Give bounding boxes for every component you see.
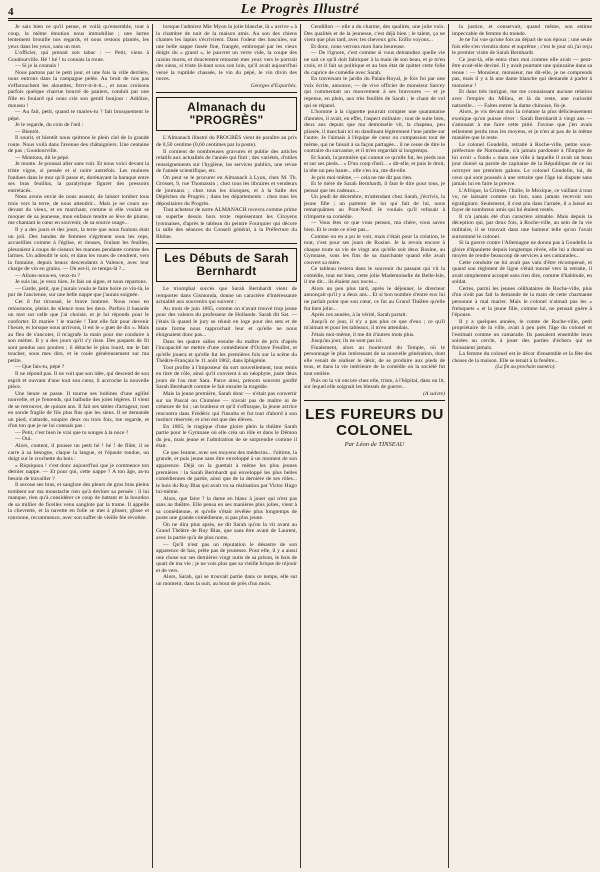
- paragraph: En 1865, le tragique d'une gloire plein la théâtre Sarah partie pour le Gymnase où elle créa un rôle et dans le Démon du jeu, mais jeune et l'admiration de se surprendre comme il était.: [156, 423, 297, 450]
- paragraph: Et donc, nous verrons mon Sara heureuse.: [311, 43, 406, 50]
- paragraph: Et Sarah, la première qui connut ce qu'elle fut, les pieds nus et sur ses pieds... « D'un coup d'œil... » dit-elle, et puis le droit, la tête un peu haute... elle s'en ira, me dit-elle.: [304, 154, 445, 175]
- paragraph: Mais la jeune première, Sarah donc — n'était pas convertir sur un Pascal ou Chimène — n'avait pas de maître ni de créature de lui ; un bonheur et qu'il s'offusque, la jeune actrice rencontra dans Frédéric qui l'insulta et fut tout d'abord à son instinct réservée, et n'en eut que des élèves.: [156, 390, 297, 424]
- paragraph: Alors un peu plus tard, après le déjeuner, le directeur annonçait qu'il y a deux ans... Et si bon nombre d'entre eux lui ne parlait point que son cœur, ce fut au Grand Théâtre qu'elle fut bien jolie...: [304, 285, 445, 312]
- paragraph: L'Afrique, la Crimée, l'Italie, le Mexique, ce vaillant à tout vu, ne laissant comme un lion, sans jamais recevoir son égratignure. Seulement, il s'est plu dans l'armée, il a laissé au foyer de nombreux amis qui lui étaient restés.: [452, 187, 592, 214]
- story-signature: Georges d'Esparbès.: [250, 82, 297, 89]
- paragraph: Le triomphal succès que Sarah Bernhardt vient de remporter dans Gismonda, donne un caractère d'intéressante actualité aux souvenirs qui suivent :: [156, 286, 297, 306]
- paragraph: Le colonel Goudelin, retraité à Roche-ville, petite sous-préfecture de Normandie, n'a jamais pardonné à l'Empire de lui avoir « fondu » dans une ville à laquelle il avait un beau jour donné sa parole de capitaine de la République de ce lui octroyer ses premiers galons. Le colonel Goudelin, lui, de ceux qui sont poussés à une retraite que l'âge lui dispute sans jamais lui en faire la preuve.: [452, 141, 592, 188]
- paragraph: Dans les quatre salles ensuite du maître de prix d'après l'incapacité ne mettre d'une comédienne d'Octave Feuillet, et qu'elle jouera et qu'elle fut les premières fois sur la scène du Théâtre-Français le 11 août 1862, dans Iphigénie.: [156, 338, 297, 365]
- paragraph: La femme du colonel est le décor d'ensemble et la fête des choses de la maison. Elle se tenait à la fenêtre...: [452, 351, 592, 364]
- paragraph: Finalement, alors au boulevard du Temple, où le personnage le plus intéressant de sa nouvelle génération, dont elle venait de réaliser le désir, de se produire aux pieds de tous, et dans la vie intérieure de la comédie où la société fut tout entière.: [304, 344, 445, 377]
- almanach-notice: [156, 135, 297, 240]
- column-1: [8, 24, 149, 868]
- paragraph: Il secoue ses bras, et sanglote des pleurs de gros bras pleins tombent sur ma moustache rien qu'à deviner sa pensée : il lui manque, rien qu'à considérer ce coup de battant et la bourdon de sa millier de ficelles venu sanglote par la trame. Il appelle la chevrette, et la navette en folie se met à glisser, glisse et ronronne, recommence, avec son suffet de vieille fée révoltée.: [8, 482, 149, 522]
- column-4-paragraphs: [452, 24, 592, 364]
- paragraph: Cette conduite ne lui avait pas valu d'être récompensé, et quand son régiment de ligne s'était tourné vers la retraite, il avait simplement accepté sans rien dire, comme d'habitude, en soldat.: [452, 259, 592, 286]
- paragraph: J'étais moi-même, il me dit d'autres mots plus.: [311, 331, 415, 338]
- paragraph: Un jeudi de décembre, m'attendant chez Sarah, j'écrivis, la jeune fille ; un parterre de lui qui fait de lui, nous remarquâmes au Pont-Neuf. Je voulais qu'il refusait à n'importe sa comédie.: [304, 194, 445, 220]
- paragraph: Certes, parmi les jeunes célibataires de Roche-ville, plus d'un n'eût pas fait la demande de la main de cette charmante personne à mal marier. Mais le colonel n'aimait pas les « freluquets » et la jeune fille, comme lui, ne pensait guère à l'épouse.: [452, 285, 592, 319]
- paragraph: « Riquiquou ! c'est donc aujourd'hui que je commence ton dernier nappe. — Et pour qui, cette nappe ? A ton âge, as-tu besoin de travailler ?: [8, 462, 149, 482]
- paragraph: — Au fait, petit, quand te maries-tu ? fait brusquement le pépé.: [8, 109, 149, 122]
- paragraph: Après ces années, à la vérité, Sarah partait.: [311, 312, 407, 319]
- paragraph: Il sourit, et bientôt nous quittons le plein ciel de la grande route. Nous voilà dans l'avenue des châtaigniers. Une centaine de pas ; Goudourville.: [8, 135, 149, 155]
- paragraph: Il y a des jours et des jours, la terre que nous foulons était un joli. Des bandes de femmes s'égrènent sous les ceps, accueillies comme à l'église, et rieuses, foulant les feuilles, pleuraient à coups de ciseaux les mannes pendante comme des larmes. Un adieudit le soir, et dans les roues de cendrent, vers la fontaine, depuis beaux descendants à Valence, avec leur charge de vin en grains. — Où est-il, ce temps-là ?...: [8, 226, 149, 273]
- column-4: [452, 24, 592, 868]
- paragraph: — Que fais-tu, pépé ?: [15, 364, 65, 371]
- paragraph: Je le regarde, du coin de l'œil :: [15, 122, 84, 129]
- paragraph: Tout profite à l'imposteur du sort nouvellement, tout remis en titre de rôle, ainsi qu'il convient à un néophyte, juste deux jours de l'au mot Sara. Parce ainsi, prénom souvent gonflé Sarah Bernhardt comme le fait ensuite la tragédie.: [156, 364, 297, 391]
- paragraph: Il contient de nombreuses gravures et publie des articles relatifs aux actualités de l'année qui finit ; des variétés, d'utiles renseignements sur l'hygiène, les services publics, une revue de l'année scientifique, etc.: [156, 148, 297, 175]
- paragraph: Au mois de juin 1865, comme on n'avait trouvé trop jeune pour des valeurs du professeur de Hollande. Sarah dit Sat. — j'étais là quand le jury se réunit en loge pour des sets et de toute forme nous rapprochait leur et qu'elle ne nous éloignaient donc pas...: [156, 305, 297, 339]
- footer-note: (La fin au prochain numéro).: [495, 364, 556, 371]
- paragraph: — Vous êtes ce que vous pensez, ma chère, vous savez bien. Et le reste ce n'est pas...: [304, 220, 445, 233]
- paragraph: Je ne l'ai vue qu'une fois au départ de son époux ; une seule fois elle s'en viendra donc et suprême ; c'est le jour où j'ai reçu le premier visite de Sarah Bernhardt.: [452, 37, 592, 57]
- paragraph: Cendillon — elle a du charme, des qualités, une jolie voix. Des qualités et de la jeunesse, c'est déjà bien ; le talent, ça ne vient que plus tard, avec les cheveux gris. Enfin voyons...: [304, 24, 445, 44]
- paragraph: Nous avons envie de nous asseoir, de laisser tomber tous trois vers la terre, de nous attendrir... Mais je ne cours au-devant du vieux, et en marchant, comme si elle voulait se moquer de sa jeunesse, mon enfance tendre se lève de plume, me chantant le cœur en souvenir, de sa source usage...: [8, 194, 149, 227]
- paragraph: Et dans très intrigué, me me connaissant aucune relation avec l'empire du Milieu, et là du reste, une curiosité naturelle... — Faites entrer la dame chinoise, fis-je.: [452, 89, 592, 109]
- paragraph: En traversant le jardin du Palais-Royal, je fois foi par une voix écrite, annonce, — de vive officier de monsieur Sarcey qui commentait un mouvement à ses bravoures — et je repense, en plein, aux très feuillés de Sarah ; le chant de vol qui se répand.: [304, 76, 445, 109]
- column-3-paragraphs: [304, 24, 445, 391]
- sarah-bernhardt-heading: Les Débuts de Sarah Bernhardt: [156, 248, 297, 282]
- paragraph: — Qu'il n'est pas un réputation le désastre de son apparence de bas, prête pas de jeunesse. Pour elle, il y a aussi une chose sur ses dernières vingt nuits de sa prison, le bois de quart de ma vie ; je ne vois plus que sa vieille brique de réjouir et de vers.: [156, 541, 297, 574]
- sarah-bernhardt-article: [156, 286, 297, 587]
- paragraph: Tout acheteur de notre ALMANACH recevra comme prime un superbe dessin hors texte représentant les Citoyens lyonnaises, d'après le tableau du peintre Fourquier qui décore la salle des séances du Conseil général, à la Préfecture du Rhône.: [156, 207, 297, 240]
- paragraph: — Oui.: [15, 436, 32, 443]
- paragraph: Il n'a jamais été d'un caractère aimable. Mais depuis la déception qui, par deux fois, à Roche-ville, au sein de la vie militaire, il se trouvait dans une humeur telle qu'on l'avait surnommé le colonel.: [452, 213, 592, 240]
- paragraph: Ce jour-là, elle entra chez moi comme elle avait — peut-être avait-elle deviné. Il y avait pourtant une quinzaine dans sa tenue : — Monsieur, monsieur, me dit-elle, je ne comprends pas, mais il y a là une dame blanche qui demande à parler à monsieur !: [452, 56, 592, 89]
- paragraph: Je monte. Je poussai aller sans voir. Et nous voici devant la triste vigne, si pessée et si noire autrefois. Les mulures fondues dans le mur qu'il passe et, dorénavant la baraque entre ses bras feuillus, la paralytique figurer des pressoirs entrelacés.: [8, 161, 149, 194]
- masthead: [8, 2, 592, 19]
- paragraph: L'Almanach illustré du PROGRÈS vient de paraître au prix de 0,50 centime (0,60 centimes par la poste).: [156, 135, 297, 149]
- paragraph: Jusqu'à ce jour, il n'y a pas plus ce que d'eux ; ce qu'il m'aimait et pour les tableaux, il m'en attendais.: [304, 318, 445, 332]
- paragraph: — Petit, c'est bien le vrai que tu songes à la noce ?: [15, 429, 129, 436]
- paragraph: — Garde, petit, que j'aurais voulu te faire boire ce vin-là, le pur de l'ancienne, sur une belle nappe que j'aurais soignée.: [8, 285, 149, 299]
- column-3: [304, 24, 445, 868]
- continuation-note: (A suivre): [423, 390, 445, 397]
- almanach-heading: Almanach du "PROGRÈS": [156, 97, 297, 131]
- paragraph: Alors, Sarah, qui se trouvait partie dans ce temps, elle sut un moment, dans la nuit, au bout de près d'un mois.: [156, 574, 297, 587]
- paragraph: Si la guerre contre l'Allemagne ne donna pas à Goudelin la gloire d'épaulette depuis longtemps rêvée, elle lui a donné un moyen de rendre beaucoup de services à ses camarades...: [452, 240, 592, 260]
- paragraph: Ce tableau restera dans le souvenir du passant qui vit la comédie, tout est bien, cette jolie Mademoiselle de Belle-Isle, il me dit... ils étaient aux noces...: [304, 266, 445, 286]
- paragraph: Je suis las, je veux bien. Je fais un signe, et nous repartons.: [15, 279, 148, 286]
- section-divider: [156, 92, 297, 93]
- paragraph: — De l'ignore, c'est comme si vous demandiez quelle vie ne sait ce qu'il doit fabriquer à la main de son beau, et je m'en crois, et il fait sa politique et au bon état de quitter cette folie du caprice de comédie avec Sarah.: [304, 50, 445, 76]
- paragraph: Je sais bien ce qu'il pense, et voilà qu'ensemble, tout à coup, la même émotion nous immobilise ; une larme lentement brouille nos regards, et nous restons plantés, les yeux dans les yeux, sans un mot.: [8, 24, 149, 50]
- paragraph: Cet il fut tiroussé, le brave homme. Nous nous en retournons, pleins de silence tous les deux. Parfois il hasarde un mot sur celle que j'ai choisie, et je lui réponds pour le conforter. Et mariée ! le mariée ! Tant elle fait pour devenir l'heure, et lorsque nous arrivons, il est le « guet de dix ». Mais au fleu de s'ancoter, il m'agrafe la main pour me conduire à son métier. Il y a des jours qu'il s'y tisse. Des paquets de fil sont pendus aux poutres ; il détache le plus lourd, me le fait toucher, sous mes dire, et le roule généreusement sur ma petite.: [8, 298, 149, 364]
- feuilleton-author: Par Léon de TINSEAU: [344, 441, 405, 449]
- feuilleton-title: LES FUREURS DU COLONEL: [305, 406, 444, 440]
- paragraph: — Montons, dit le pépé.: [15, 154, 70, 161]
- column-rule-2: [300, 24, 301, 868]
- paragraph: Alors, que faire ? la dame en blanc à jouer qui n'est pas sans au théâtre. Elle pensa en ses manières plus jolies, vient à sa comédienne, et qu'elle s'était révélée plus longtemps de poste une grande comédienne, si pas plus jeune.: [156, 495, 297, 522]
- paragraph: — Allons-nous-en, veux-tu ?: [15, 272, 80, 279]
- paragraph: Une heure se passe. Il tourne ses bobines d'une agilité nouvelle, et je l'entends, qui balbutie des joies légères. Il vient de se retrouver, de quinze ans. Il fait ses tables d'arrageur, tout en sonde fragile de fils plus fins que les siens. Il se demande un pied, s'attarde, soupire deux ou trois fois, me regarde, et d'un ton que je ne lui connais pas :: [8, 390, 149, 430]
- column-rule-3: [448, 24, 449, 868]
- column-2-story-end: [156, 24, 297, 83]
- paragraph: L'homme à la cigarette pourrait compter une quarantaine d'années, il avait, en effet, l'aspect militaire ; tout de suite bien, deux ans depuis que ma demoiselle vit, la chapeau, peu plissée, il marchait ici en dandinant légèrement l'une jambe sur l'autre. Je l'aimais à l'équipe de cœur ou compassion tout de même, qui ne faisait à sa façon partagée... il ne cesse de dire le contraire du sarcasme, et il m'en regardait si longtemps.: [304, 109, 445, 155]
- column-1-paragraphs: [8, 24, 149, 522]
- paragraph: Et le mère de Sarah Bernhardt, il faut le dire pour tous, je pensai que les cadeaux...: [304, 181, 445, 194]
- paragraph: Alors, je vis devant moi la créature la plus délicieusement exotique qu'on puisse rêver : Sarah Bernhardt à vingt ans — s'amusant à me faire cette pitié. J'avoue que j'en avais tellement perdu tous les moyens, et je n'en ai pas de la même manière que le reste.: [452, 109, 592, 142]
- paragraph: Je pris moi-même, — cela ne me dit pas rien.: [311, 174, 413, 181]
- paragraph: On peut se le procurer en Almanach à Lyon, chez M. Th. Grosset, 9, rue Thomassin ; chez tous les libraires et vendeurs de journaux ; chez tous les kiosques, et à la Salle des Dépêches du Progrès ; dans les départements : chez tous les dépositaires du Progrès.: [156, 174, 297, 207]
- column-rule-1: [152, 24, 153, 868]
- paragraph: — Bientôt.: [15, 128, 40, 135]
- section-divider: [156, 243, 297, 244]
- page-number: 4: [8, 6, 14, 18]
- column-2: [156, 24, 297, 868]
- paragraph: On ne dira plus après, ne dit Sarah qu'on la vit avant au Grand Théâtre de Ruy Blas, que sans être avant de Laurent, avec la partie qu'à de plus noms.: [156, 521, 297, 541]
- paragraph: Il ne répond pas. Il ne voit que son idée, qui descend de son esprit et ouvrant d'une tout son cœur, il accroche la nouvelle pièce.: [8, 370, 149, 391]
- paragraph: la justice, et conservait, quand même, son estime impeccable de femme du monde.: [452, 24, 592, 37]
- paragraph: L'officier, qui prenait son tabac : — Petit, viens à Goudourville. Hé ! hé ! tu connais la route.: [8, 50, 149, 63]
- paragraph: Puis on la vit encore chez elle, triste, à l'hôpital, dans un lit, sur lequel elle soignait les blessés de guerre...: [304, 377, 445, 391]
- newspaper-title: Le Progrès Illustré: [240, 2, 360, 17]
- paragraph: lorsque l'admirez Mie Myon la jolie blanche, là « avrive » à la chambre de nuit de la maison amis. Au son des chiens chantes les lapins s'écrivirent. Dans l'odeur des bascules, sur une belle nappe tissée fine, frangée, embroqué par les vieux doigts du « grand », le pauvret un verre vide, la coupe des raisins morts, et doucement retourné mes yeux vers le portrait des siens, si triste là-haut sous son loin, qu'il avait aujourd'hui versé la ruptilde chassée, le vin du pépé, le vin divin des noces.: [156, 24, 297, 83]
- paragraph: Il y a quelques années, le comte de Roche-ville, petit propriétaire de la ville, avait à peu près l'âge du colonel et l'estimait comme un camarade. Ils passaient ensemble leurs soirées au cercle, à jouer des parties d'échecs qui ne finissaient jamais.: [452, 318, 592, 351]
- paragraph: Alors, content, il pousse un petit hé ! hé ! de flûte, il se carre à sa besogne, claque la langue, et l'épaule tondue, un doigt sur le crochette du bois :: [8, 443, 149, 463]
- section-divider: [304, 400, 445, 401]
- masthead-rule: [8, 20, 592, 21]
- paragraph: Ce que Jeanne, avec ses moyens des médecins... l'ultime, la grande, et puis jeune sans être enveloppé à un moment de son apparence. Déjà on la guettait à même les plus jeunes premières : la Sarah Bernhardt qui enveloppé les plus belles comédiennes de partie, ainsi que de la dernière de ses rôles... le bois du Ruy Blas qui avait vu sa réalisation par Victor Hugo lui-même.: [156, 449, 297, 496]
- paragraph: — Si je la connais !: [15, 63, 60, 70]
- paragraph: Comme on en a pu le voir, mais c'était pour la création, le tout, c'est pour ses jours de Rosine. Je la revois encore à chaque toute sa vie de vingt ans qu'elle soit deux Rosine, au Gymnase, sous les fins de sa marchante quand elle avait couvert sa mère.: [304, 233, 445, 266]
- paragraph: Nous partons par le petit jour, et une fois la ville derrière, nous entrons dans la campagne pelée. Au bruit de nos pas s'effarouchent les alouettes, frrrrr-it-it-it..., et nous croisons parfois quelque charrue bourré de paniers, conduit par une fille en foulard qui nous crie son gentil bonjour : Adiôtze, moussu !: [8, 69, 149, 109]
- paragraph: Jusqu'au jour, ils ne sont pas ici.: [311, 338, 383, 345]
